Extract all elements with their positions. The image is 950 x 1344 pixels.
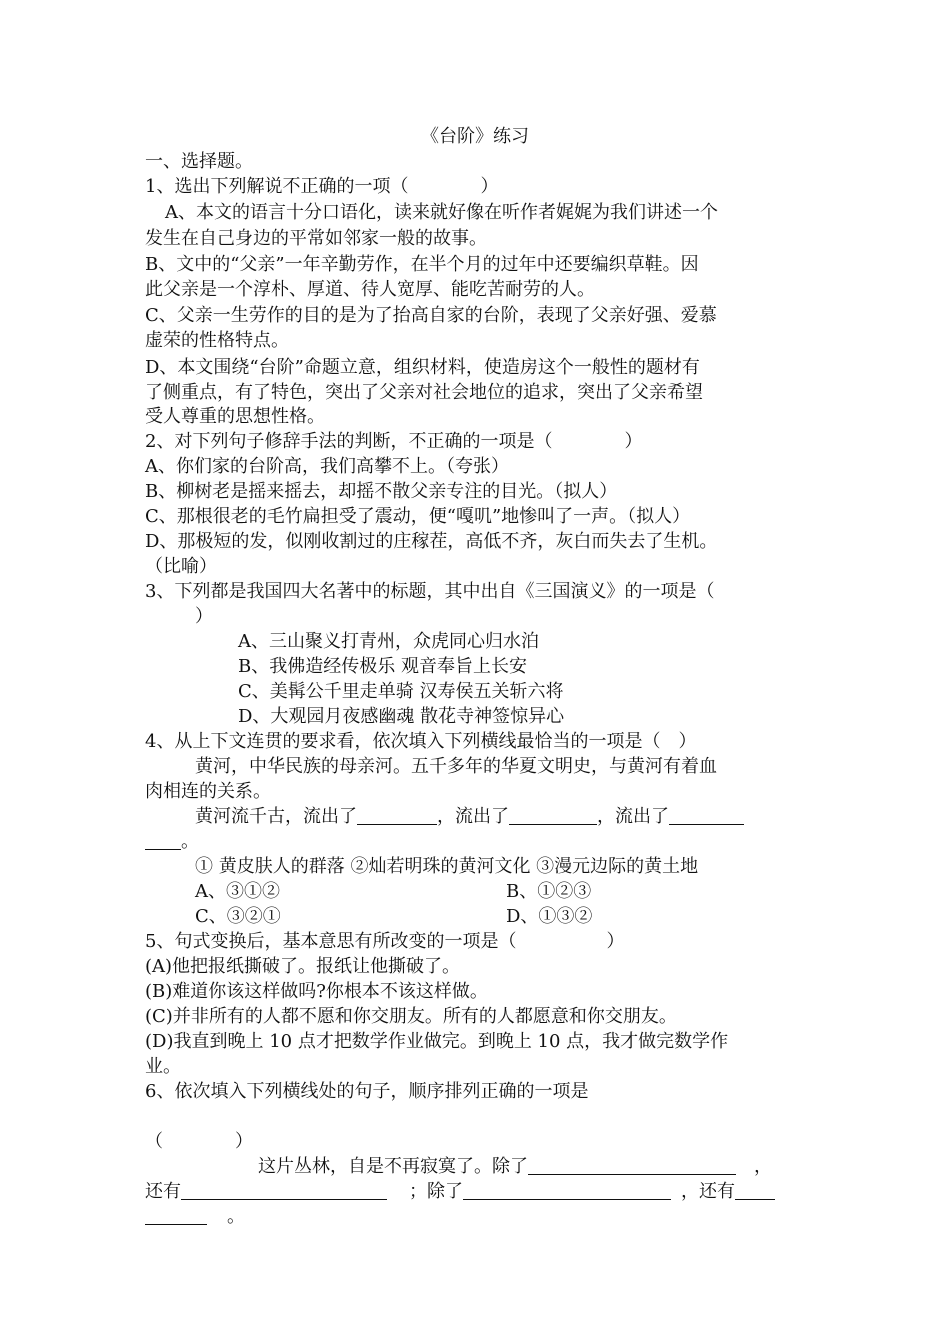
q2-option-a: A、你们家的台阶高，我们高攀不上。（夸张） xyxy=(145,456,509,477)
q6-blank-2 xyxy=(181,1181,387,1200)
q4-option-c: C、③②① xyxy=(195,906,281,927)
q3-option-a: A、三山聚义打青州，众虎同心归水泊 xyxy=(238,631,539,652)
q5-option-a: (A)他把报纸撕破了。报纸让他撕破了。 xyxy=(145,956,461,977)
q3-stem-line1: 3、下列都是我国四大名著中的标题，其中出自《三国演义》的一项是（ xyxy=(145,581,715,602)
q3-stem-line2: ） xyxy=(195,606,213,627)
q6-comma: ， xyxy=(754,1156,772,1177)
q2-option-d-line2: （比喻） xyxy=(145,556,217,577)
q4-fill-sentence xyxy=(195,805,744,829)
q6-blank-1 xyxy=(528,1156,736,1175)
q6-answer-paren: （ ） xyxy=(145,1131,253,1152)
q1-option-a-line2: 发生在自己身边的平常如邻家一般的故事。 xyxy=(145,228,487,249)
q1-stem: 1、选出下列解说不正确的一项（ ） xyxy=(145,176,499,197)
q4-passage-line1: 黄河，中华民族的母亲河。五千多年的华夏文明史，与黄河有着血 xyxy=(195,756,717,777)
q4-blank-3a xyxy=(669,806,744,825)
page-title: 《台阶》练习 xyxy=(421,126,529,147)
q1-option-c-line1: C、父亲一生劳作的目的是为了抬高自家的台阶，表现了父亲好强、爱慕 xyxy=(145,305,717,326)
q4-fill-sentence-cont xyxy=(145,830,199,854)
q4-fill-text-2: ，流出了 xyxy=(437,806,509,827)
q6-also-1: 还有 xyxy=(145,1181,181,1202)
q2-option-c: C、那根很老的毛竹扁担受了震动，便“嘎叽”地惨叫了一声。（拟人） xyxy=(145,506,691,527)
q6-blank-4a xyxy=(735,1181,775,1200)
q3-option-b: B、我佛造经传极乐 观音奉旨上长安 xyxy=(238,656,527,677)
q4-fill-end: 。 xyxy=(181,831,199,852)
q1-option-d-line1: D、本文围绕“台阶”命题立意，组织材料，使造房这个一般性的题材有 xyxy=(145,357,700,378)
q5-option-d-line1: (D)我直到晚上 10 点才把数学作业做完。到晚上 10 点，我才做完数学作 xyxy=(145,1031,729,1052)
q6-end: 。 xyxy=(227,1206,245,1227)
q1-option-b-line2: 此父亲是一个淳朴、厚道、待人宽厚、能吃苦耐劳的人。 xyxy=(145,279,595,300)
q6-fill-sentence-cont xyxy=(145,1180,775,1204)
q6-fill-sentence-end xyxy=(145,1205,245,1229)
q6-blank-4b xyxy=(145,1206,207,1225)
q1-option-c-line2: 虚荣的性格特点。 xyxy=(145,330,289,351)
q6-also-2: ，还有 xyxy=(681,1181,735,1202)
q1-option-a-line1: A、本文的语言十分口语化，读来就好像在听作者娓娓为我们讲述一个 xyxy=(165,202,718,223)
q6-blank-3 xyxy=(463,1181,671,1200)
q6-semicolon: ；除了 xyxy=(409,1181,463,1202)
q4-option-b: B、①②③ xyxy=(506,881,592,902)
q1-option-b-line1: B、文中的“父亲”一年辛勤劳作，在半个月的过年中还要编织草鞋。因 xyxy=(145,254,699,275)
q5-stem: 5、句式变换后，基本意思有所改变的一项是（ ） xyxy=(145,931,625,952)
q5-option-b: (B)难道你该这样做吗?你根本不该这样做。 xyxy=(145,981,488,1002)
q3-option-c: C、美髯公千里走单骑 汉寿侯五关斩六将 xyxy=(238,681,564,702)
q4-option-d: D、①③② xyxy=(506,906,593,927)
q5-option-c: (C)并非所有的人都不愿和你交朋友。所有的人都愿意和你交朋友。 xyxy=(145,1006,677,1027)
q4-fill-text-3: ，流出了 xyxy=(597,806,669,827)
q4-blank-3b xyxy=(145,831,181,850)
q1-option-d-line3: 受人尊重的思想性格。 xyxy=(145,406,325,427)
q4-fill-text-1: 黄河流千古，流出了 xyxy=(195,806,357,827)
q4-passage-line2: 肉相连的关系。 xyxy=(145,781,271,802)
q2-stem: 2、对下列句子修辞手法的判断，不正确的一项是（ ） xyxy=(145,431,643,452)
q4-stem: 4、从上下文连贯的要求看，依次填入下列横线最恰当的一项是（ ） xyxy=(145,731,697,752)
q6-fill-sentence xyxy=(258,1155,772,1179)
q4-items: ① 黄皮肤人的群落 ②灿若明珠的黄河文化 ③漫元边际的黄土地 xyxy=(195,856,699,877)
q2-option-b: B、柳树老是摇来摇去，却摇不散父亲专注的目光。（拟人） xyxy=(145,481,618,502)
q6-fill-text-1: 这片丛林，自是不再寂寞了。除了 xyxy=(258,1156,528,1177)
q1-option-d-line2: 了侧重点，有了特色，突出了父亲对社会地位的追求，突出了父亲希望 xyxy=(145,382,703,403)
q4-blank-2 xyxy=(509,806,597,825)
q4-option-a: A、③①② xyxy=(195,881,280,902)
q2-option-d-line1: D、那极短的发，似刚收割过的庄稼茬，高低不齐，灰白而失去了生机。 xyxy=(145,531,718,552)
q5-option-d-line2: 业。 xyxy=(145,1056,181,1077)
q6-stem: 6、依次填入下列横线处的句子，顺序排列正确的一项是 xyxy=(145,1081,589,1102)
q3-option-d: D、大观园月夜感幽魂 散花寺神签惊异心 xyxy=(238,706,565,727)
q4-blank-1 xyxy=(357,806,437,825)
section-heading: 一、选择题。 xyxy=(145,151,253,172)
